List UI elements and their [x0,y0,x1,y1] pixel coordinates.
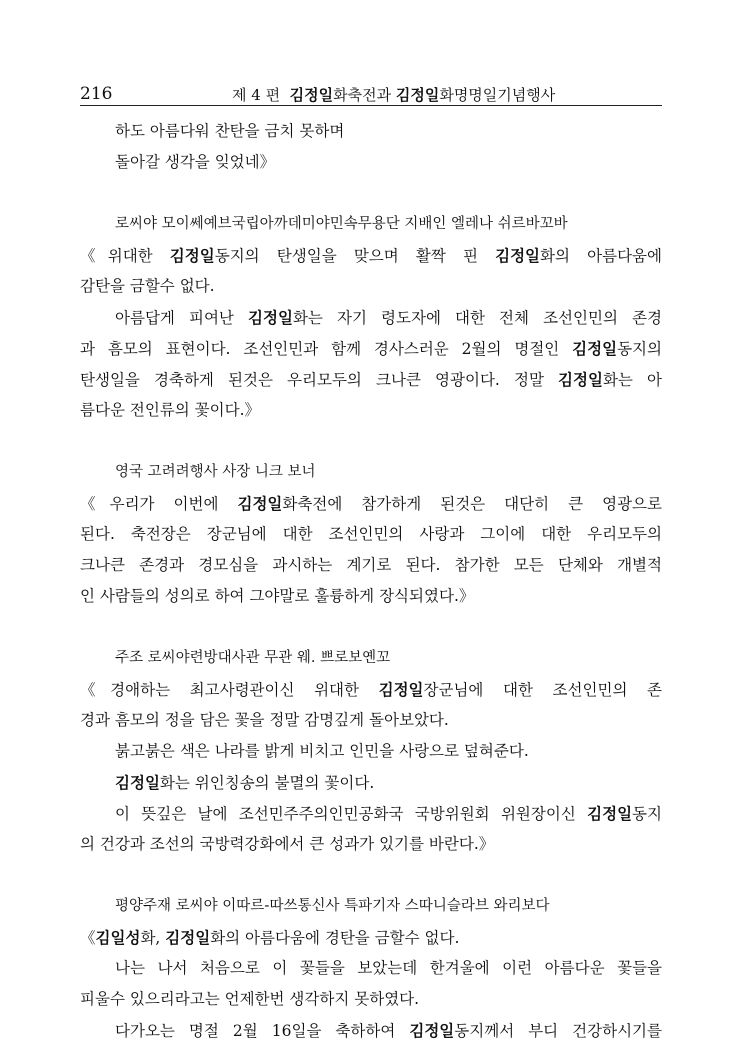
text-line: 《우리가 이번에 김정일화축전에 참가하게 된것은 대단히 큰 영광으로 [80,494,662,513]
text-line: 인 사람들의 성의로 하여 그야말로 훌륭하게 장식되였다.》 [80,587,475,605]
text-line: 크나큰 존경과 경모심을 과시하는 계기로 된다. 참가한 모든 단체와 개별적 [80,556,662,574]
text-line: 름다운 전인류의 꽃이다.》 [80,401,261,419]
text-line: 의 건강과 조선의 국방력강화에서 큰 성과가 있기를 바란다.》 [80,835,495,853]
text-line: 이 뜻깊은 날에 조선민주주의인민공화국 국방위원회 위원장이신 김정일동지 [115,804,662,823]
bold-name: 김정일 [395,86,440,104]
text-line: 《위대한 김정일동지의 탄생일을 맞으며 활짝 핀 김정일화의 아름다움에 [80,246,662,265]
text-line: 다가오는 명절 2월 16일을 축하하여 김정일동지께서 부디 건강하시기를 [115,1021,663,1040]
text-line: 피울수 있으리라고는 언제한번 생각하지 못하였다. [80,990,420,1008]
text-line: 감탄을 금할수 없다. [80,277,215,295]
speaker-heading: 영국 고려려행사 사장 니크 보너 [115,464,316,480]
bold-name: 김정일 [289,86,334,104]
text-line: 《경애하는 최고사령관이신 위대한 김정일장군님에 대한 조선인민의 존 [80,680,662,699]
body-text [80,116,662,1046]
text-line: 아름답게 피여난 김정일화는 자기 령도자에 대한 전체 조선인민의 존경 [115,308,662,327]
speaker-heading: 평양주재 로씨야 이따르-따쓰통신사 특파기자 스따니슬라브 와리보다 [115,898,550,914]
running-title: 제 4 편 김정일화축전과 김정일화명명일기념행사 [232,86,556,104]
text-line: 나는 나서 처음으로 이 꽃들을 보았는데 한겨울에 이런 아름다운 꽃들을 [115,959,662,977]
poem-line: 하도 아름다워 찬탄을 금치 못하며 [115,122,345,140]
text-line: 경과 흠모의 정을 담은 꽃을 정말 감명깊게 돌아보았다. [80,711,449,729]
text-line: 과 흠모의 표현이다. 조선인민과 함께 경사스러운 2월의 명절인 김정일동지의 [80,339,662,358]
poem-line: 돌아갈 생각을 잊었네》 [115,153,276,171]
text-line: 탄생일을 경축하게 된것은 우리모두의 크나큰 영광이다. 정말 김정일화는 아 [80,370,662,389]
speaker-heading: 로씨야 모이쎄예브국립아까데미야민속무용단 지배인 엘레나 쉬르바꼬바 [115,216,568,232]
text-line: 붉고붉은 색은 나라를 밝게 비치고 인민을 사랑으로 덮혀준다. [115,742,529,760]
text-line: 된다. 축전장은 장군님에 대한 조선인민의 사랑과 그이에 대한 우리모두의 [80,525,662,543]
chapter-label: 제 4 편 [232,86,281,104]
page-header [80,84,662,106]
page-number: 216 [80,84,113,104]
text-line: 김정일화는 위인칭송의 불멸의 꽃이다. [115,773,375,792]
speaker-heading: 주조 로씨야련방대사관 무관 웨. 쁘로보옌꼬 [115,650,391,666]
text-line: 《김일성화, 김정일화의 아름다움에 경탄을 금할수 없다. [80,928,460,947]
header-rule [80,105,662,106]
